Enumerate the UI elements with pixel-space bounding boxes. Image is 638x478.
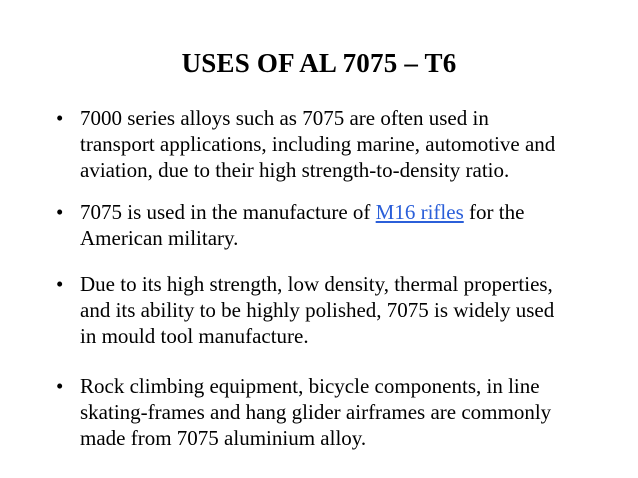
bullet-icon: •	[56, 200, 64, 224]
m16-rifles-link[interactable]: M16 rifles	[375, 200, 464, 224]
bullet-icon: •	[56, 374, 64, 398]
bullet-text-before-link: 7075 is used in the manufacture of	[80, 200, 376, 224]
bullet-icon: •	[56, 106, 64, 130]
bullet-item	[56, 199, 576, 251]
bullet-text: Rock climbing equipment, bicycle components, in line skating-frames and hang glider airframes are commonly made from 7075 aluminium alloy.	[80, 374, 552, 450]
bullet-text: Due to its high strength, low density, thermal properties, and its ability to be highly polished, 7075 is widely used in mould tool manufacture.	[80, 272, 555, 348]
bullet-text: 7000 series alloys such as 7075 are often used in transport applications, including marine, automotive and aviation, due to their high strength-to-density ratio.	[80, 106, 556, 182]
bullet-text	[80, 199, 576, 251]
bullet-item	[56, 105, 576, 183]
slide-title: USES OF AL 7075 – T6	[181, 48, 457, 78]
bullet-item	[56, 373, 576, 451]
bullet-icon: •	[56, 272, 64, 296]
bullet-item	[56, 271, 576, 349]
bullet-text-after-link: for the American military.	[80, 200, 525, 250]
